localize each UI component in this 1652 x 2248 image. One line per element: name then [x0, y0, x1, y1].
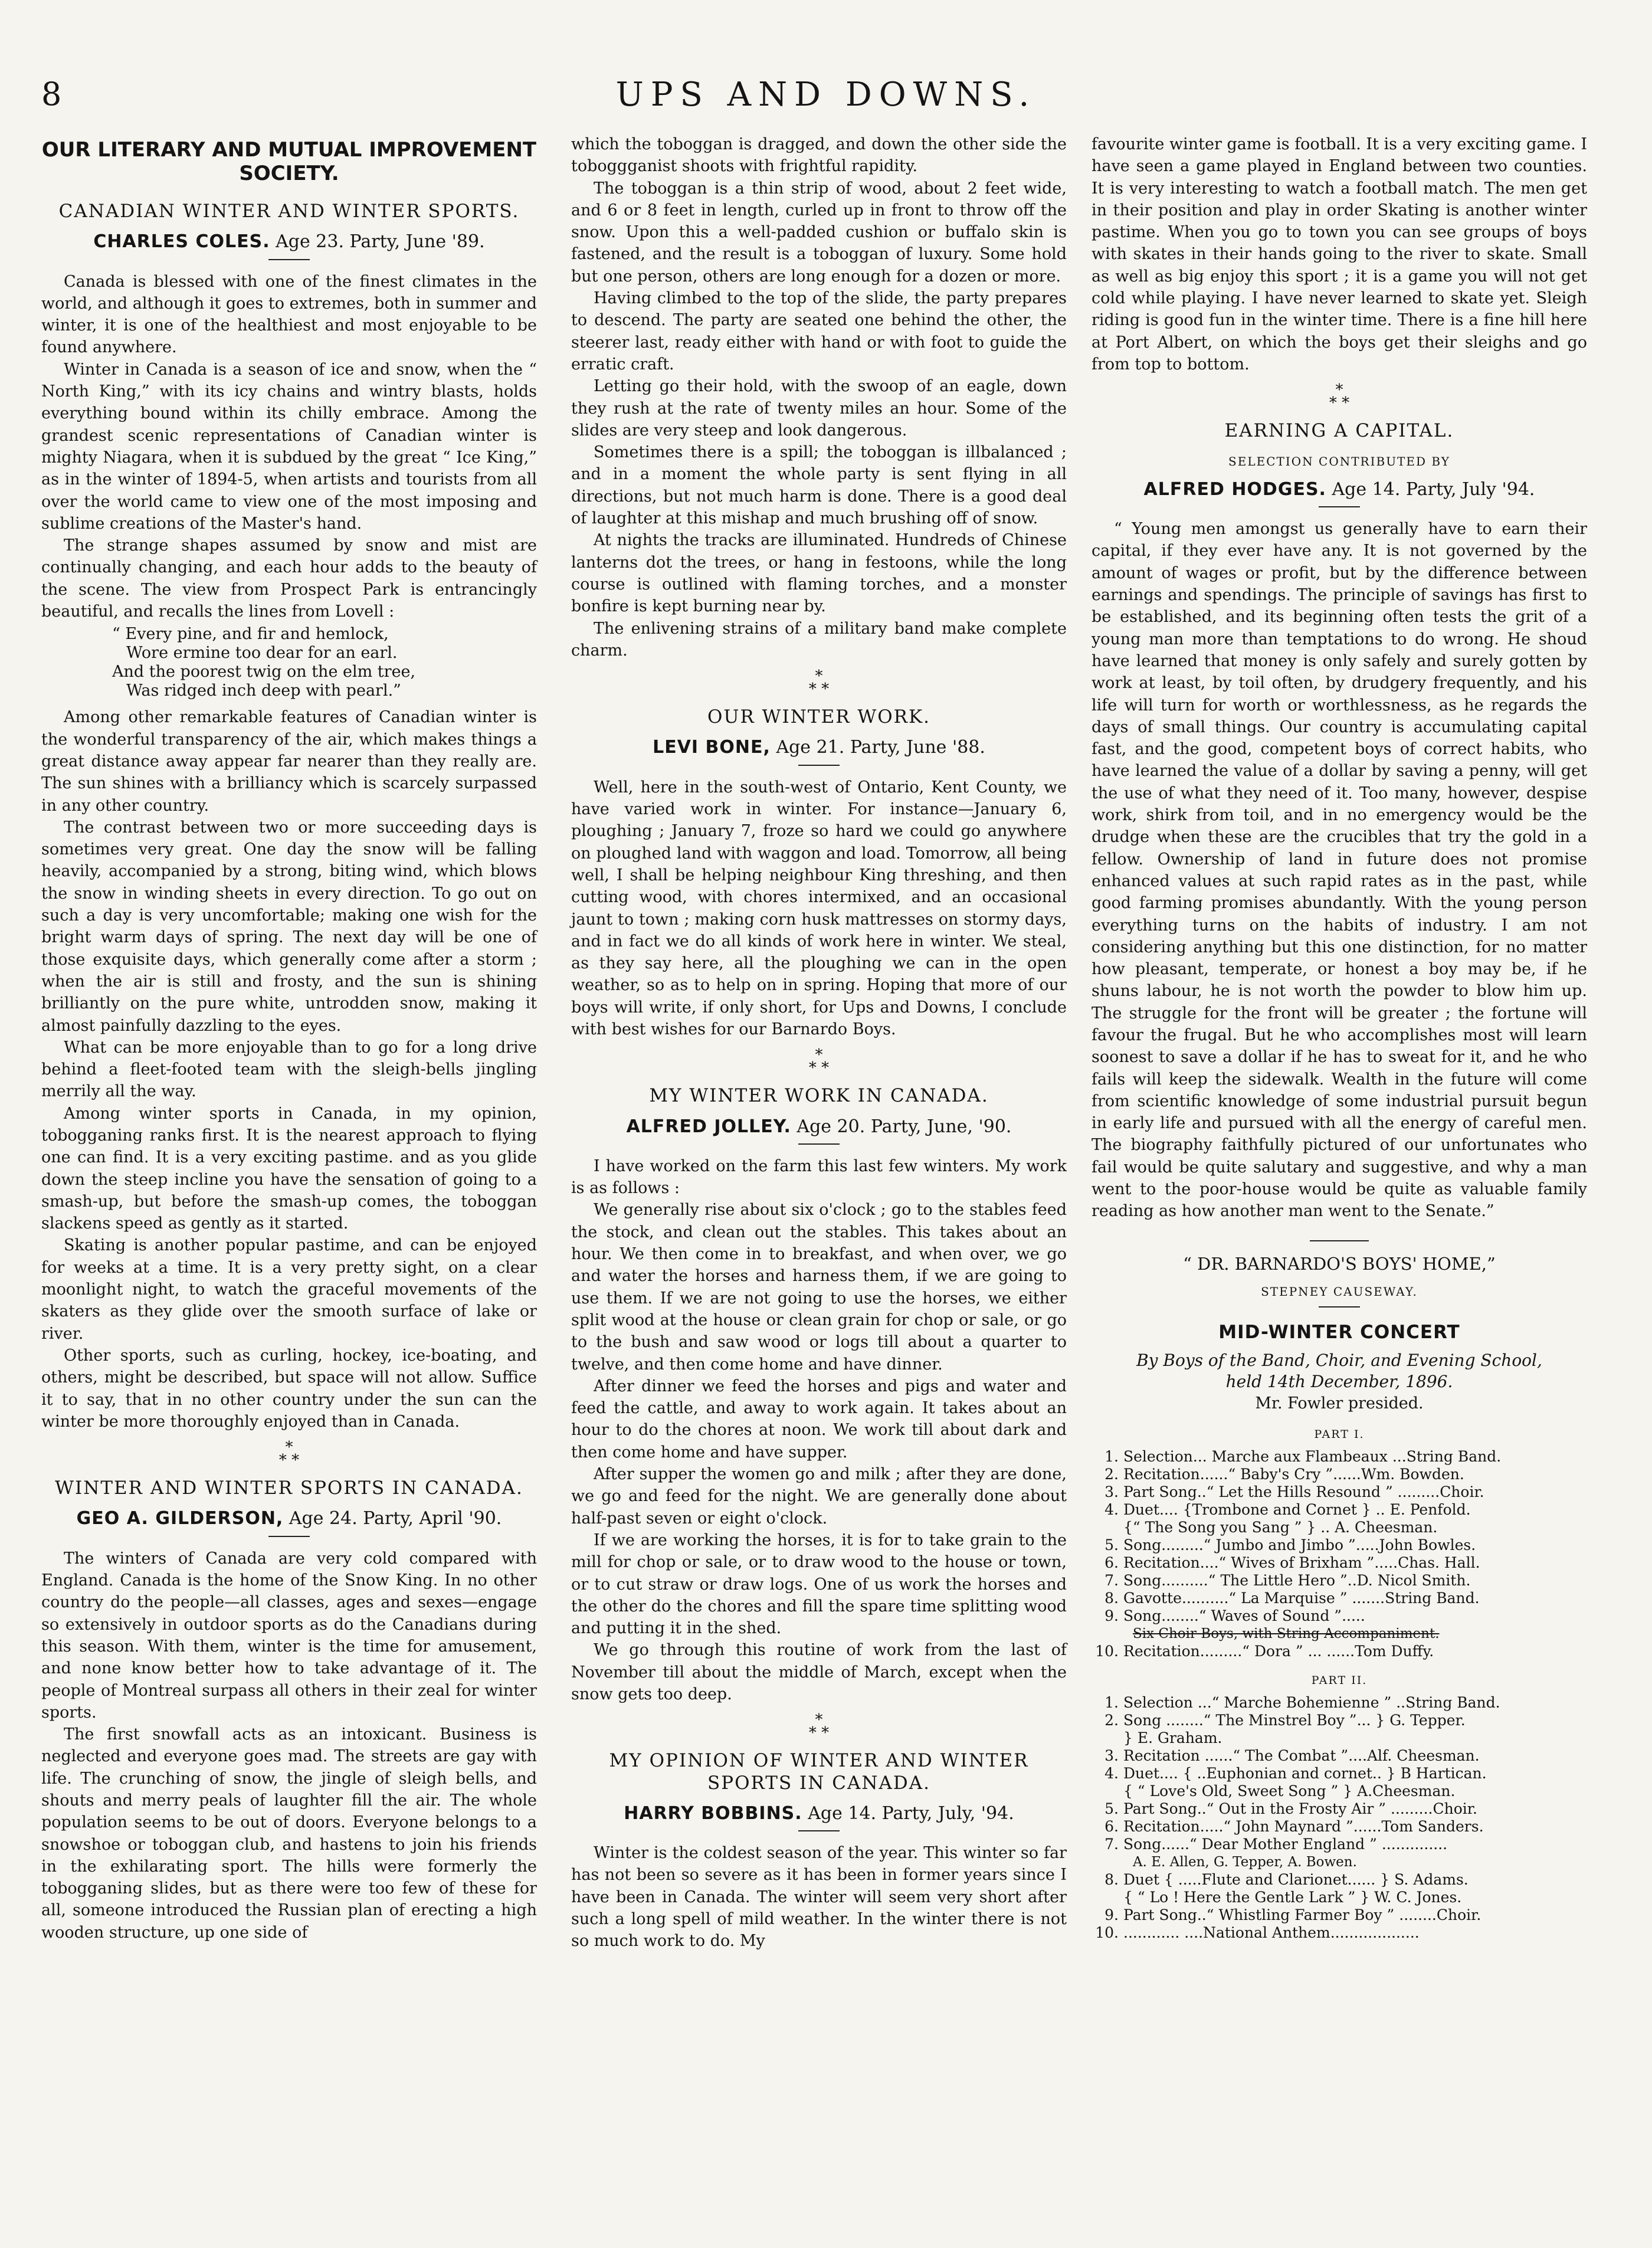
article-title: CANADIAN WINTER AND WINTER SPORTS. — [58, 201, 520, 222]
article-title: EARNING A CAPITAL. — [1224, 420, 1454, 442]
paragraph: which the toboggan is dragged, and down the other side the toboggganist shoots with frightful rapidity. — [571, 135, 1067, 176]
paragraph: If we are working the horses, it is for to take grain to the mill for chop or sale, or to draw wood to the house or town, or to cut straw or draw logs. One of us work the horses and the other do the chores and fill the spare time splitting wood and putting it in the shed. — [571, 1531, 1067, 1638]
paragraph: Among other remarkable features of Canadian winter is the wonderful transparency of the air, which makes things a great distance away appear far nearer than they really are. The sun shines with a brilliancy which is scarcely surpassed in any other country. — [41, 708, 537, 815]
program-item — [1092, 1747, 1587, 1765]
author-details: Age 14. Party, July '94. — [1332, 479, 1535, 500]
program-item — [1092, 1607, 1587, 1625]
program-item — [1092, 1782, 1587, 1800]
asterism-divider: * * * — [278, 1438, 300, 1470]
divider-rule — [268, 1536, 310, 1537]
item-text: Recitation.....“ John Maynard ”......Tom Sanders. — [1123, 1818, 1484, 1836]
program-part-label: PART I. — [1314, 1427, 1365, 1441]
society-title: OUR LITERARY AND MUTUAL IMPROVEMENT SOCIETY. — [41, 138, 537, 185]
poem-quote — [112, 625, 537, 700]
item-text: Part Song..“ Out in the Frosty Air ” .........Choir. — [1123, 1800, 1477, 1818]
program-item — [1092, 1889, 1587, 1906]
item-text: Duet.... {Trombone and Cornet } .. E. Penfold. — [1123, 1501, 1471, 1519]
article-title: MY OPINION OF WINTER AND WINTER SPORTS IN CANADA. — [609, 1750, 1029, 1794]
paragraph: We go through this routine of work from the last of November till about the middle of March, except when the snow gets too deep. — [571, 1641, 1067, 1703]
divider-rule — [1310, 1240, 1369, 1241]
column-3 — [1092, 133, 1587, 1942]
article-byline — [571, 1116, 1067, 1138]
item-number: 6. — [1104, 1554, 1119, 1572]
program-item — [1092, 1466, 1587, 1483]
item-number: 1. — [1104, 1448, 1119, 1466]
paragraph: The strange shapes assumed by snow and mist are continually changing, and each hour adds to the beauty of the scene. The view from Prospect Park is entrancingly beautiful, and recalls the lines from Lovell : — [41, 536, 537, 621]
paragraph: The enlivening strains of a military band make complete charm. — [571, 619, 1067, 660]
poem-line: Wore ermine too dear for an earl. — [126, 644, 398, 663]
article-title: OUR WINTER WORK. — [707, 706, 931, 728]
item-text: Duet.... { ..Euphonian and cornet.. } B Hartican. — [1123, 1765, 1487, 1782]
divider-rule — [1319, 1306, 1360, 1307]
program-item — [1092, 1483, 1587, 1501]
program-item — [1092, 1643, 1587, 1660]
program-item — [1092, 1536, 1587, 1554]
article-title: MY WINTER WORK IN CANADA. — [649, 1085, 989, 1107]
item-number: 10. — [1095, 1924, 1119, 1942]
program-item — [1092, 1924, 1587, 1942]
divider-rule — [268, 259, 310, 260]
program-part-1 — [1092, 1448, 1587, 1660]
program-item — [1092, 1694, 1587, 1712]
poem-line: “ Every pine, and fir and hemlock, — [112, 625, 389, 644]
paragraph: Canada is blessed with one of the finest climates in the world, and although it goes to extremes, both in summer and winter, it is one of the healthiest and most enjoyable to be found anywhere. — [41, 272, 537, 357]
item-number: 7. — [1104, 1836, 1119, 1853]
author-name: LEVI BONE, — [653, 737, 771, 758]
page-number: 8 — [41, 76, 62, 113]
asterism-divider: * * * — [808, 1046, 830, 1077]
item-text: Recitation ......“ The Combat ”....Alf. Cheesman. — [1123, 1747, 1480, 1765]
item-text: Song..........“ The Little Hero ”..D. Nicol Smith. — [1123, 1572, 1471, 1590]
item-number: 5. — [1104, 1536, 1119, 1554]
paragraph: The toboggan is a thin strip of wood, about 2 feet wide, and 6 or 8 feet in length, curled up in front to throw off the snow. Upon this a well-padded cushion or buffalo skin is fastened, and the result is a toboggan of luxury. Some hold but one person, others are long enough for a dozen or more. — [571, 179, 1067, 286]
item-number: 4. — [1104, 1765, 1119, 1782]
paragraph: We generally rise about six o'clock ; go to the stables feed the stock, and clean out the stables. This takes about an hour. We then come in to breakfast, and when over, we go and water the horses and harness them, if we are going to use them. If we are not going to use the horses, we either split wood at the house or clean grain for chop or sale, or go to the bush and saw wood or logs till about a quarter to twelve, and then come home and have dinner. — [571, 1201, 1067, 1374]
article-byline — [571, 1803, 1067, 1824]
item-number — [1092, 1889, 1123, 1906]
paragraph: I have worked on the farm this last few winters. My work is as follows : — [571, 1156, 1067, 1198]
item-number: 2. — [1104, 1712, 1119, 1729]
concert-title: MID-WINTER CONCERT — [1218, 1322, 1460, 1343]
paragraph: Letting go their hold, with the swoop of an eagle, down they rush at the rate of twenty miles an hour. Some of the slides are very steep and look dangerous. — [571, 377, 1067, 440]
running-title: UPS AND DOWNS. — [615, 76, 1037, 114]
program-item — [1092, 1448, 1587, 1466]
paragraph: At nights the tracks are illuminated. Hundreds of Chinese lanterns dot the trees, or hang in festoons, while the long course is outlined with flaming torches, and a monster bonfire is kept burning near by. — [571, 531, 1067, 616]
program-item — [1092, 1590, 1587, 1607]
author-name: ALFRED HODGES. — [1143, 479, 1326, 500]
item-number: 4. — [1104, 1501, 1119, 1519]
item-number: 8. — [1104, 1590, 1119, 1607]
article-byline — [1092, 479, 1587, 500]
divider-rule — [798, 1830, 840, 1831]
item-number: 6. — [1104, 1818, 1119, 1836]
program-item — [1092, 1729, 1587, 1747]
paragraph: The contrast between two or more succeeding days is sometimes very great. One day the snow will be falling heavily, accompanied by a strong, biting wind, which blows the snow in winding sheets in every direction. To go out on such a day is very uncomfortable; making one wish for the bright warm days of spring. The next day will be one of those exquisite days, which generally come after a storm ; when the air is still and frosty, and the sun is shining brilliantly on the pure white, untrodden snow, making it almost painfully dazzling to the eyes. — [41, 818, 537, 1035]
poem-line: And the poorest twig on the elm tree, — [112, 663, 416, 681]
author-name: HARRY BOBBINS. — [624, 1803, 802, 1824]
author-details: Age 20. Party, June, '90. — [796, 1116, 1012, 1137]
item-number: 7. — [1104, 1572, 1119, 1590]
program-item — [1092, 1836, 1587, 1853]
article-title: WINTER AND WINTER SPORTS IN CANADA. — [55, 1477, 523, 1499]
item-text: Selection... Marche aux Flambeaux ...String Band. — [1123, 1448, 1502, 1466]
paragraph: “ Young men amongst us generally have to earn their capital, if they ever have any. It is not governed by the amount of wages or profit, but by the difference between earnings and spendings. The principle of savings has first to be established, and its beginning often tests the grit of a young man more than temptations to do wrong. He shoud have learned that money is only safely and surely gotten by work at least, by toil often, by drudgery frequently, and his life will turn for worth or worthlessness, as he regards the days of small things. Our country is accumulating capital fast, and the good, competent boys of correct habits, who have learned the value of a dollar by saving a penny, will get the use of what they need of it. Too many, however, despise work, shirk from toil, and in no emergency would be the drudge when these are the crucibles that try the gold in a fellow. Ownership of land in future does not promise enhanced values at such rapid rates as in the past, while good farming promises abundantly. With the young person everything turns on the habits of industry. I am not considering anything but this one distinction, for no matter how pleasant, temperate, or honest a boy may be, if he shuns labour, he is not worth the powder to blow him up. The struggle for the front will be greater ; the fortune will favour the frugal. But he who accomplishes most will learn soonest to save a dollar if he has to sweat for it, and he who fails will keep the sidewalk. Wealth in the future will come from scientific knowledge of some industrial pursuit begun in early life and pursued with all the energy of careful men. The biography faithfully pictured of our unfortunates who fail would be quite salutary and suggestive, and why a man went to the poor-house would be quite as valuable family reading as how another man went to the Senate.” — [1092, 520, 1587, 1221]
item-number: 9. — [1104, 1906, 1119, 1924]
column-1 — [41, 133, 537, 1944]
item-number — [1092, 1782, 1123, 1800]
item-text: Gavotte..........“ La Marquise ” .......String Band. — [1123, 1590, 1480, 1607]
paragraph: Skating is another popular pastime, and can be enjoyed for weeks at a time. It is a very pretty sight, on a clear moonlight night, to watch the graceful movements of the skaters as they glide over the smooth surface of lake or river. — [41, 1236, 537, 1343]
home-name: “ DR. BARNARDO'S BOYS' HOME,” — [1183, 1253, 1496, 1274]
item-number: 10. — [1095, 1643, 1119, 1660]
item-text: {“ The Song you Sang ” } .. A. Cheesman. — [1123, 1519, 1438, 1536]
program-note: A. E. Allen, G. Tepper, A. Bowen. — [1133, 1854, 1357, 1870]
program-item — [1092, 1554, 1587, 1572]
asterism-divider: * * * — [1329, 381, 1350, 412]
program-item — [1092, 1572, 1587, 1590]
item-text: } E. Graham. — [1123, 1729, 1222, 1747]
divider-rule — [798, 1143, 840, 1145]
author-details: Age 24. Party, April '90. — [289, 1508, 502, 1529]
paragraph: Well, here in the south-west of Ontario, Kent County, we have varied work in winter. For instance—January 6, ploughing ; January 7, froze so hard we could go anywhere on ploughed land with waggon and load. Tomorrow, all being well, I shall be helping neighbour King threshing, and then cutting wood, with chores intermixed, and an occasional jaunt to town ; making corn husk mattresses on stormy days, and in fact we do all kinds of work here in winter. We steal, as they say here, all the ploughing we can in the open weather, so as to help on in spring. Hoping that more of our boys will write, if only short, for Ups and Downs, I conclude with best wishes for our Barnardo Boys. — [571, 778, 1067, 1038]
item-text: Part Song..“ Let the Hills Resound ” .........Choir. — [1123, 1483, 1484, 1501]
item-number: 2. — [1104, 1466, 1119, 1483]
item-text: Part Song..“ Whistling Farmer Boy ” ........Choir. — [1123, 1906, 1481, 1924]
concert-by-line: By Boys of the Band, Choir, and Evening School, — [1136, 1350, 1542, 1370]
item-text: ............ ....National Anthem................... — [1123, 1924, 1420, 1942]
divider-rule — [798, 765, 840, 766]
concert-date: held 14th December, 1896. — [1225, 1371, 1453, 1391]
asterism-divider: * * * — [808, 667, 830, 699]
author-name: ALFRED JOLLEY. — [626, 1116, 791, 1137]
program-item — [1092, 1501, 1587, 1519]
item-number: 3. — [1104, 1483, 1119, 1501]
item-text: Song........“ Waves of Sound ”..... — [1123, 1607, 1365, 1625]
program-part-label: PART II. — [1311, 1674, 1368, 1687]
item-text: Recitation.........“ Dora ” ... ......Tom Duffy. — [1123, 1643, 1434, 1660]
poem-line: Was ridged inch deep with pearl.” — [126, 681, 401, 700]
program-item — [1092, 1765, 1587, 1782]
program-note: Six Choir Boys, with String Accompaniment. — [1133, 1626, 1440, 1642]
item-number — [1092, 1519, 1123, 1536]
item-text: { “ Love's Old, Sweet Song ” } A.Cheesman. — [1123, 1782, 1456, 1800]
paragraph: What can be more enjoyable than to go for a long drive behind a fleet-footed team with the sleigh-bells jingling merrily all the way. — [41, 1038, 537, 1101]
item-text: Recitation....“ Wives of Brixham ”.....Chas. Hall. — [1123, 1554, 1480, 1572]
paragraph: Sometimes there is a spill; the toboggan is illbalanced ; and in a moment the whole party is sent flying in all directions, but not much harm is done. There is a good deal of laughter at this mishap and much brushing off of snow. — [571, 443, 1067, 528]
paragraph: Other sports, such as curling, hockey, ice-boating, and others, might be described, but space will not allow. Suffice it to say, that in no other country under the sun can the winter be more thoroughly enjoyed than in Canada. — [41, 1346, 537, 1431]
paragraph: After dinner we feed the horses and pigs and water and feed the cattle, and away to work again. It takes about an hour to do the chores at noon. We work till about dark and then come home and have supper. — [571, 1377, 1067, 1461]
item-text: Song......“ Dear Mother England ” .............. — [1123, 1836, 1448, 1853]
author-details: Age 21. Party, June '88. — [776, 737, 985, 758]
program-item — [1092, 1519, 1587, 1536]
author-details: Age 23. Party, June '89. — [276, 231, 485, 253]
item-number: 1. — [1104, 1694, 1119, 1712]
author-details: Age 14. Party, July, '94. — [808, 1803, 1014, 1824]
column-2 — [571, 133, 1067, 1952]
paragraph: Winter is the coldest season of the year. This winter so far has not been so severe as it has been in former years since I have been in Canada. The winter will seem very short after such a long spell of mild weather. In the winter there is not so much work to do. My — [571, 1844, 1067, 1951]
program-item — [1092, 1712, 1587, 1729]
item-number — [1092, 1729, 1123, 1747]
paragraph: favourite winter game is football. It is a very exciting game. I have seen a game played in England between two counties. It is very interesting to watch a football match. The men get in their position and play in order Skating is another winter pastime. When you go to town you can see groups of boys with skates in their hands going to the river to skate. Small as well as big enjoy this sport ; it is a game you will not get cold while playing. I have never learned to skate yet. Sleigh riding is good fun in the winter time. There is a fine hill here at Port Albert, on which the boys get their sleighs and go from top to bottom. — [1092, 135, 1587, 373]
item-text: Song ........“ The Minstrel Boy ”... } G. Tepper. — [1123, 1712, 1466, 1729]
paragraph: Winter in Canada is a season of ice and snow, when the “ North King,” with its icy chains and wintry blasts, holds everything bound within its chilly embrace. Among the grandest scenic representations of Canadian winter is mighty Niagara, when it is subdued by the great “ Ice King,” as in the winter of 1894-5, when artists and tourists from all over the world came to view one of the most imposing and sublime creations of the Master's hand. — [41, 360, 537, 533]
program-item — [1092, 1800, 1587, 1818]
paragraph: The first snowfall acts as an intoxicant. Business is neglected and everyone goes mad. The streets are gay with life. The crunching of snow, the jingle of sleigh bells, and shouts and merry peals of laughter fill the air. The whole population seems to be out of doors. Everyone belongs to a snowshoe or toboggan club, and hastens to join his friends in the exhilarating sport. The hills were formerly the tobogganing slides, but as there were too few of these for all, someone introduced the Russian plan of erecting a high wooden structure, up one side of — [41, 1725, 537, 1942]
article-byline — [41, 1508, 537, 1529]
program-part-2 — [1092, 1694, 1587, 1942]
concert-presided: Mr. Fowler presided. — [1255, 1394, 1424, 1413]
home-place: STEPNEY CAUSEWAY. — [1261, 1284, 1418, 1299]
paragraph: After supper the women go and milk ; after they are done, we go and feed for the night. We are generally done about half-past seven or eight o'clock. — [571, 1465, 1067, 1528]
item-text: Duet { .....Flute and Clarionet...... } S. Adams. — [1123, 1871, 1469, 1889]
article-byline — [41, 231, 537, 253]
item-text: { “ Lo ! Here the Gentle Lark ” } W. C. Jones. — [1123, 1889, 1462, 1906]
author-name: CHARLES COLES. — [93, 231, 270, 253]
item-number: 8. — [1104, 1871, 1119, 1889]
item-text: Song.........“ Jumbo and Jimbo ”.....John Bowles. — [1123, 1536, 1476, 1554]
divider-rule — [1319, 506, 1360, 507]
item-number: 3. — [1104, 1747, 1119, 1765]
article-byline — [571, 736, 1067, 758]
program-item — [1092, 1871, 1587, 1889]
author-name: GEO A. GILDERSON, — [76, 1508, 284, 1529]
item-text: Selection ...“ Marche Bohemienne ” ..String Band. — [1123, 1694, 1500, 1712]
paragraph: Among winter sports in Canada, in my opinion, tobogganing ranks first. It is the nearest approach to flying one can find. It is a very exciting pastime. and as you glide down the steep incline you have the sensation of going to a smash-up, but before the smash-up comes, the toboggan slackens speed as gently as it started. — [41, 1104, 537, 1233]
item-number: 5. — [1104, 1800, 1119, 1818]
paragraph: Having climbed to the top of the slide, the party prepares to descend. The party are seated one behind the other, the steerer last, ready either with hand or with foot to guide the erratic craft. — [571, 289, 1067, 373]
program-item — [1092, 1906, 1587, 1924]
item-text: Recitation......“ Baby's Cry ”......Wm. Bowden. — [1123, 1466, 1464, 1483]
asterism-divider: * * * — [808, 1711, 830, 1742]
paragraph: The winters of Canada are very cold compared with England. Canada is the home of the Snow King. In no other country do the people—all classes, ages and sexes—engage so extensively in outdoor sports as do the Canadians during this season. With them, winter is the time for amusement, and none know better how to take advantage of it. The people of Montreal surpass all others in their zeal for winter sports. — [41, 1549, 537, 1722]
contributed-label: SELECTION CONTRIBUTED BY — [1228, 454, 1450, 468]
page-header — [0, 76, 1652, 123]
program-item — [1092, 1818, 1587, 1836]
item-number: 9. — [1104, 1607, 1119, 1625]
